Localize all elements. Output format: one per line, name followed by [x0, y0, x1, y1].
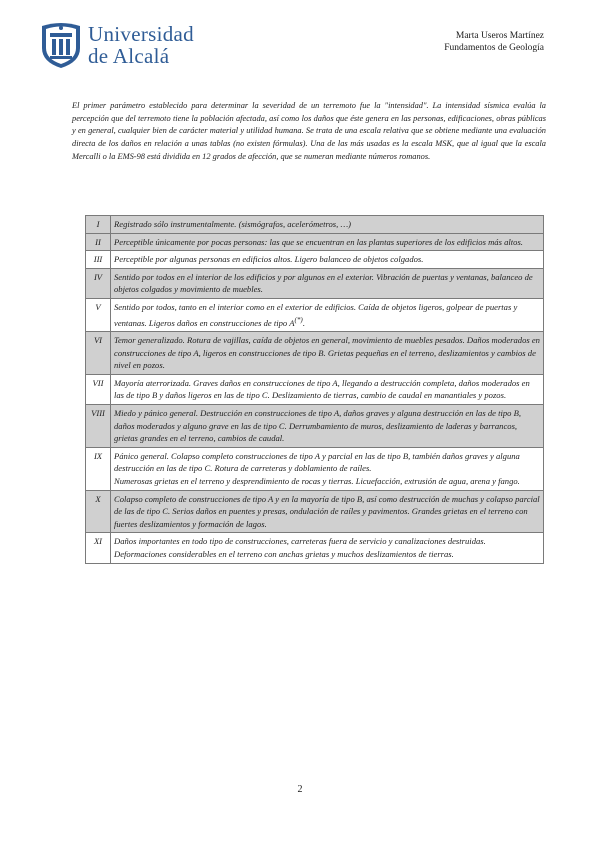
degree-cell: IV	[86, 268, 111, 298]
description-cell	[111, 447, 544, 490]
table-row	[86, 332, 544, 375]
table-row	[86, 533, 544, 563]
description-cell: Perceptible únicamente por pocas personas: las que se encuentran en las plantas superiores de los edificios más altos.	[111, 233, 544, 251]
table-row	[86, 268, 544, 298]
university-name-line1: Universidad	[88, 22, 194, 46]
description-cell: Sentido por todos, tanto en el interior como en el exterior de edificios. Caída de objetos ligeros, golpear de puertas y ventanas. Ligeros daños en construcciones de tipo A(*).	[111, 298, 544, 331]
table-row	[86, 251, 544, 269]
degree-cell: VI	[86, 332, 111, 375]
msk-scale-table	[85, 215, 544, 564]
description-text: Pánico general. Colapso completo construcciones de tipo A y parcial en las de tipo B, también daños graves y alguna destrucción en las de tipo C. Rotura de carreteras y doblamiento de raíles.	[114, 450, 520, 474]
description-text-continued: Numerosas grietas en el terreno y desprendimiento de rocas y tierras. Licuefacción, extrusión de agua, arena y fango.	[114, 475, 520, 486]
university-seal-icon	[38, 20, 84, 70]
description-text: Sentido por todos, tanto en el interior como en el exterior de edificios. Caída de objetos ligeros, golpear de puertas y ventanas. Ligeros daños en construcciones de tipo A	[114, 301, 518, 328]
degree-cell: XI	[86, 533, 111, 563]
description-cell: Miedo y pánico general. Destrucción en construcciones de tipo A, daños graves y alguna destrucción en las de tipo B, daños moderados y alguno grave en las de tipo C. Derrumbamiento de muros, deslizamiento de laderas y barrancos, grietas grandes en el terreno, cambios de caudal.	[111, 404, 544, 447]
degree-cell: X	[86, 490, 111, 533]
author-name: Marta Useros Martínez	[455, 31, 544, 41]
description-cell: Mayoría aterrorizada. Graves daños en construcciones de tipo A, llegando a destrucción completa, daños moderados en las de tipo B y daños ligeros en las de tipo C. Deslizamiento de tierras, cambio de caudal en manantiales y pozos.	[111, 374, 544, 404]
degree-cell: I	[86, 216, 111, 234]
table-row	[86, 233, 544, 251]
description-cell: Sentido por todos en el interior de los edificios y por algunos en el exterior. Vibración de puertas y ventanas, balanceo de objetos colgados y movimiento de muebles.	[111, 268, 544, 298]
degree-cell: IX	[86, 447, 111, 490]
university-logo	[38, 20, 194, 70]
description-cell: Perceptible por algunas personas en edificios altos. Ligero balanceo de objetos colgados.	[111, 251, 544, 269]
footnote-marker: (*)	[294, 315, 303, 324]
table-row	[86, 374, 544, 404]
table-row	[86, 216, 544, 234]
description-cell: Colapso completo de construcciones de tipo A y en la mayoría de tipo B, así como destrucción de muchas y colapso parcial de las de tipo C. Serios daños en puentes y presas, ondulación de raíles y pavimentos. Grandes grietas en el terreno con fuertes deslizamientos y formación de lagos.	[111, 490, 544, 533]
university-name-line2: de Alcalá	[88, 44, 170, 68]
table-row	[86, 490, 544, 533]
table-row	[86, 404, 544, 447]
description-cell: Daños importantes en todo tipo de construcciones, carreteras fuera de servicio y canalizaciones destruidas. Deformaciones considerables en el terreno con anchas grietas y muchos deslizamientos de tierras.	[111, 533, 544, 563]
degree-cell: III	[86, 251, 111, 269]
table-row	[86, 298, 544, 331]
description-cell: Temor generalizado. Rotura de vajillas, caída de objetos en general, movimiento de muebles pesados. Daños moderados en construcciones de tipo A, ligeros en construcciones de tipo B. Grietas pequeñas en el terreno, deslizamientos y cambios de nivel en pozos.	[111, 332, 544, 375]
degree-cell: VIII	[86, 404, 111, 447]
degree-cell: V	[86, 298, 111, 331]
description-cell: Registrado sólo instrumentalmente. (sismógrafos, acelerómetros, …)	[111, 216, 544, 234]
page-number: 2	[297, 784, 303, 795]
intro-paragraph: El primer parámetro establecido para determinar la severidad de un terremoto fue la "intensidad". La intensidad sísmica evalúa la percepción que del terremoto tiene la población afectada, así como los daños que éste genera en las personas, edificaciones, obras públicas y en general, cualquier bien de carácter material y utilidad humana. Se trata de una escala relativa que se obtiene mediante una evaluación directa de los daños en relación a unas tablas (no existen fórmulas). Una de las más usadas es la escala MSK, que al igual que la escala Mercalli o la EMS-98 está dividida en 12 grados de afección, que se numeran mediante números romanos.	[72, 101, 546, 161]
header-author-block	[444, 30, 544, 54]
subject-name: Fundamentos de Geología	[444, 43, 544, 53]
table-row	[86, 447, 544, 490]
degree-cell: VII	[86, 374, 111, 404]
degree-cell: II	[86, 233, 111, 251]
